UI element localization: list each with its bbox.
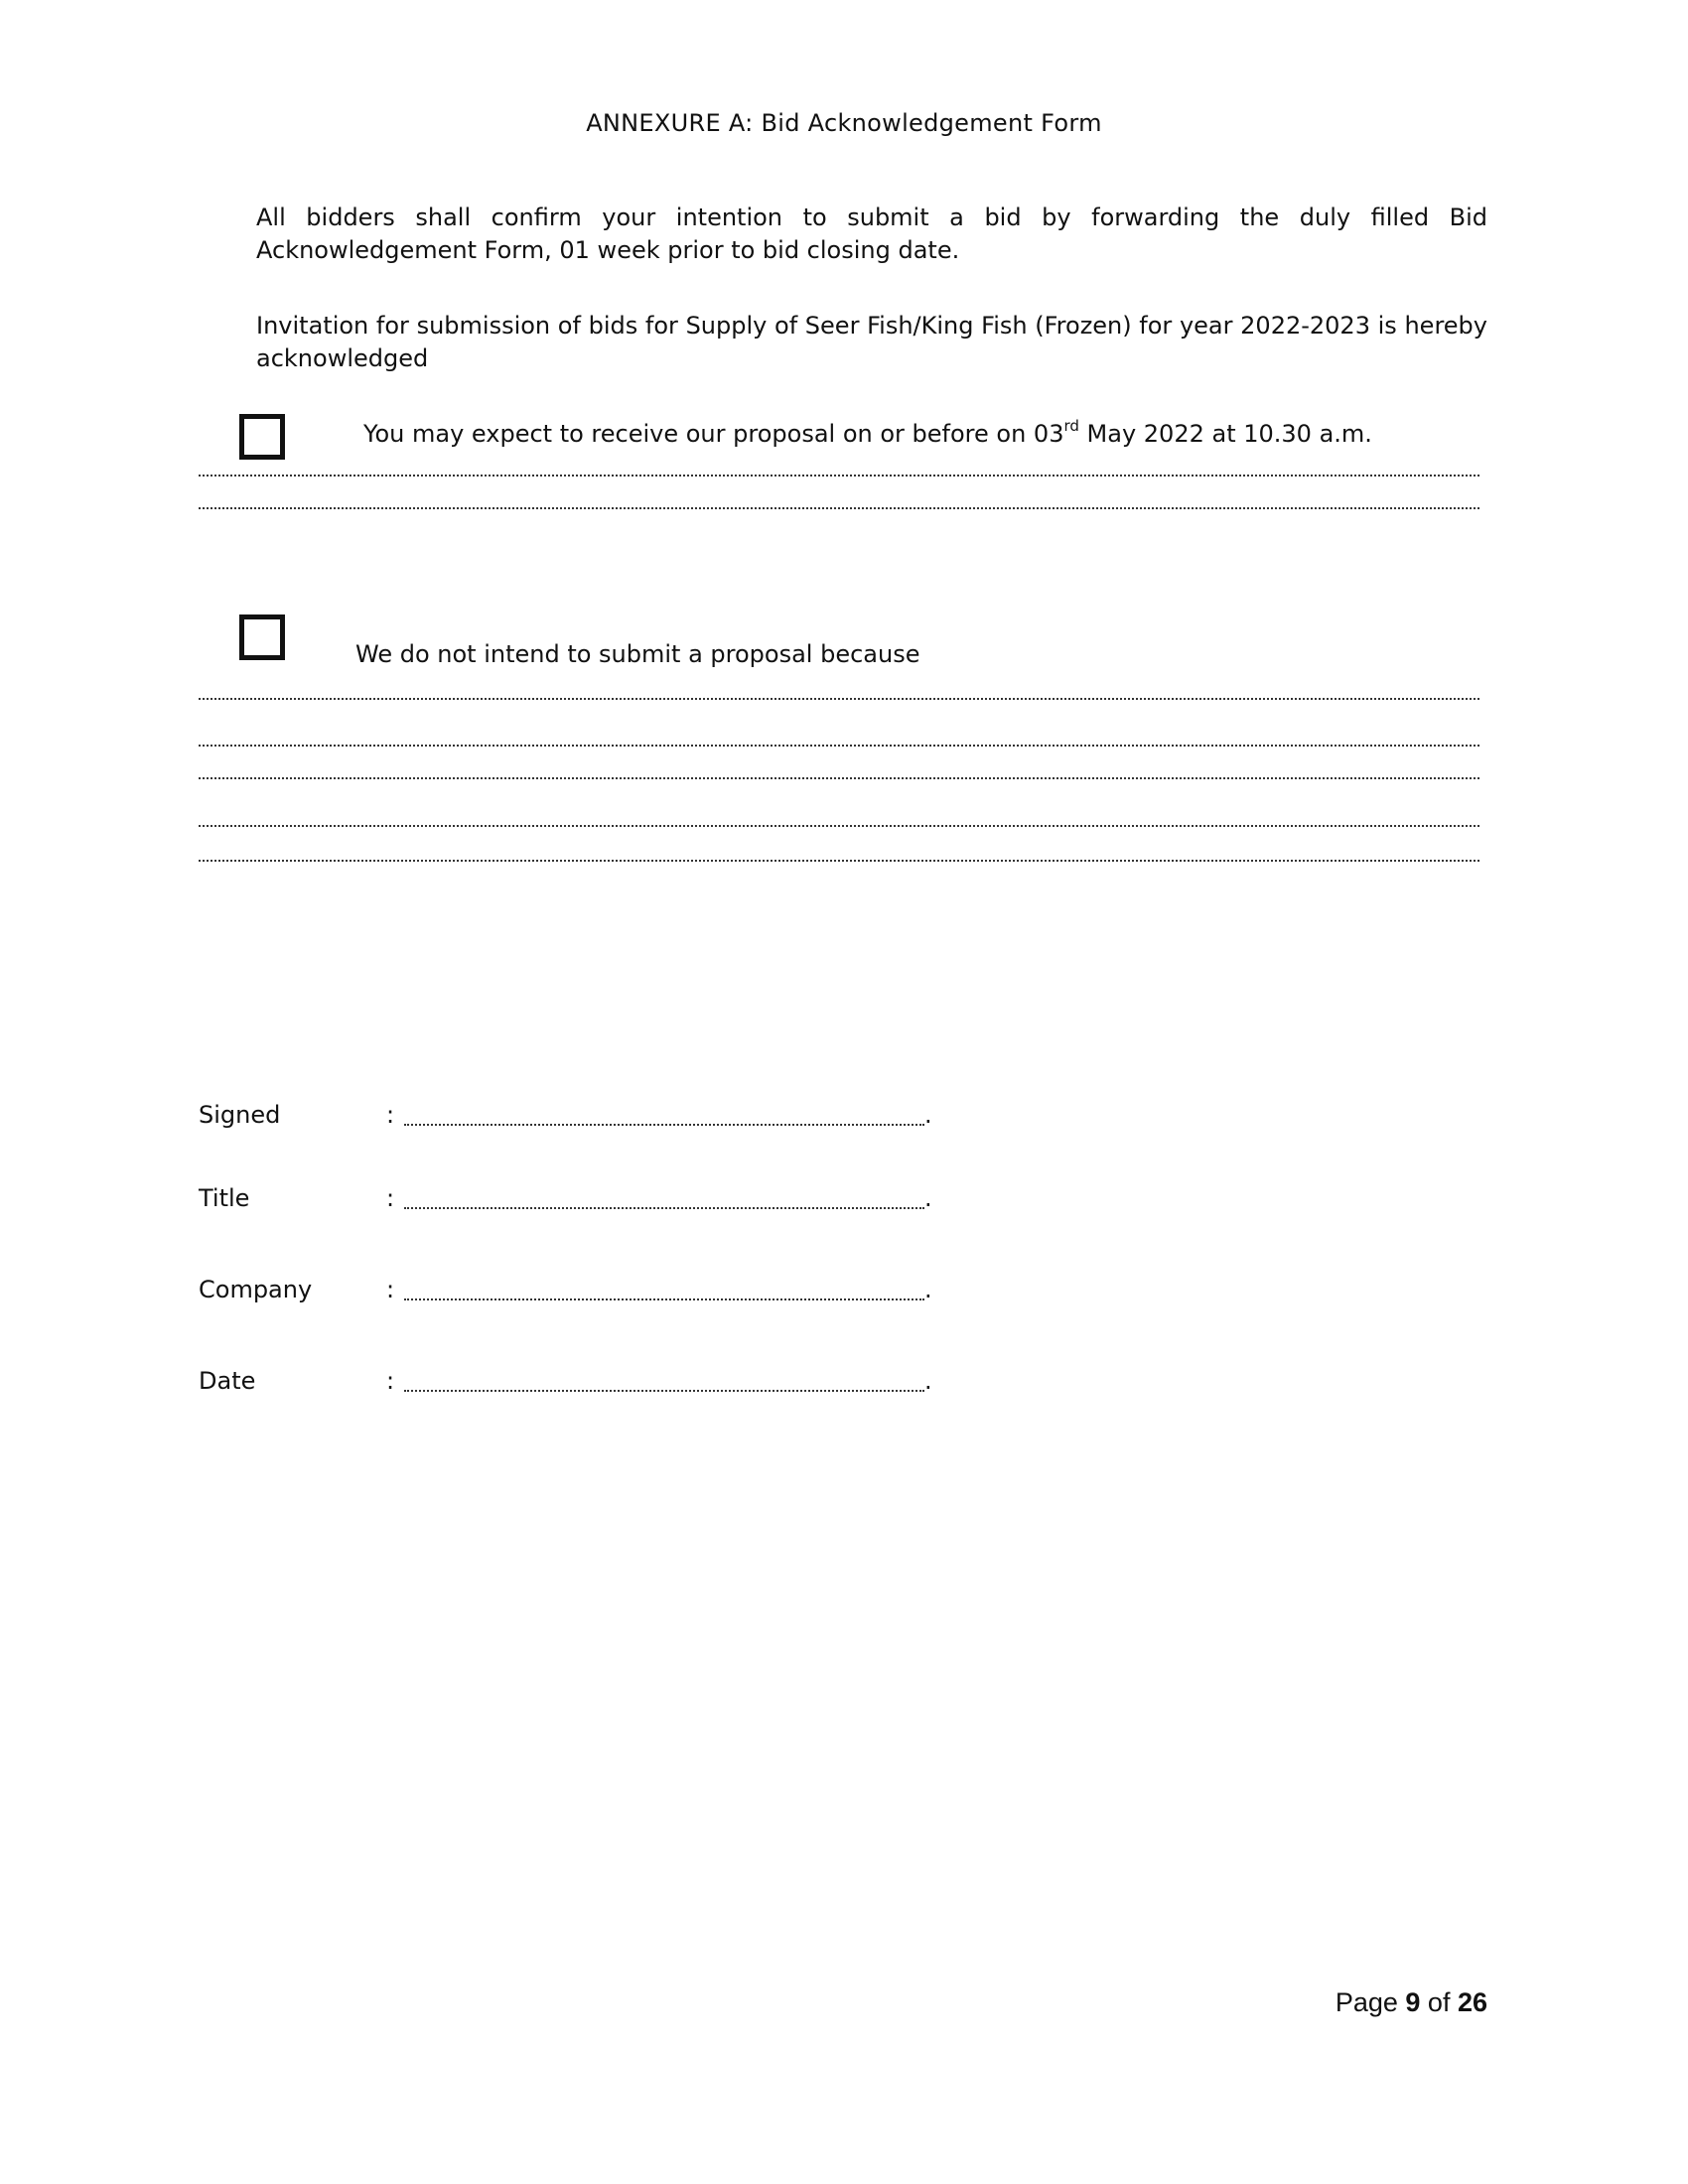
accept-fill-line-2[interactable] xyxy=(199,507,1479,509)
date-field[interactable] xyxy=(404,1390,924,1392)
date-label: Date xyxy=(199,1367,256,1395)
title-field[interactable] xyxy=(404,1207,924,1209)
accept-text-after: May 2022 at 10.30 a.m. xyxy=(1078,420,1372,448)
decline-reason-line-4[interactable] xyxy=(199,825,1479,827)
decline-reason-line-5[interactable] xyxy=(199,860,1479,862)
date-colon: : xyxy=(386,1367,395,1395)
acknowledgement-paragraph: Invitation for submission of bids for Supply of Seer Fish/King Fish (Frozen) for year 2022-2023 is hereby acknowledged xyxy=(256,312,1487,372)
page-number-footer xyxy=(1336,1987,1487,2018)
signed-colon: : xyxy=(386,1101,395,1129)
accept-text-before: You may expect to receive our proposal on or before on 03 xyxy=(363,420,1064,448)
decline-reason-line-1[interactable] xyxy=(199,698,1479,700)
decline-proposal-label: We do not intend to submit a proposal because xyxy=(355,640,920,668)
company-field[interactable] xyxy=(404,1298,924,1300)
decline-reason-line-2[interactable] xyxy=(199,745,1479,747)
title-colon: : xyxy=(386,1184,395,1212)
page-word: Page xyxy=(1335,1987,1406,2017)
current-page-number: 9 xyxy=(1405,1987,1421,2017)
company-label: Company xyxy=(199,1276,313,1303)
accept-proposal-checkbox[interactable] xyxy=(239,414,285,460)
total-page-count: 26 xyxy=(1457,1987,1487,2017)
decline-proposal-checkbox[interactable] xyxy=(239,614,285,660)
title-label: Title xyxy=(199,1184,250,1212)
company-end: . xyxy=(924,1276,932,1303)
title-end: . xyxy=(924,1184,932,1212)
signed-label: Signed xyxy=(199,1101,281,1129)
signed-field[interactable] xyxy=(404,1124,924,1126)
date-end: . xyxy=(924,1367,932,1395)
page-title: ANNEXURE A: Bid Acknowledgement Form xyxy=(586,109,1102,137)
accept-fill-line-1[interactable] xyxy=(199,475,1479,477)
accept-proposal-label xyxy=(363,417,1372,448)
company-colon: : xyxy=(386,1276,395,1303)
decline-reason-line-3[interactable] xyxy=(199,777,1479,779)
signed-end: . xyxy=(924,1101,932,1129)
instruction-paragraph: All bidders shall confirm your intention to submit a bid by forwarding the duly filled Bid Acknowledgement Form, 01 week prior to bid closing date. xyxy=(256,204,1487,264)
of-word: of xyxy=(1420,1987,1458,2017)
accept-superscript: rd xyxy=(1063,417,1079,435)
